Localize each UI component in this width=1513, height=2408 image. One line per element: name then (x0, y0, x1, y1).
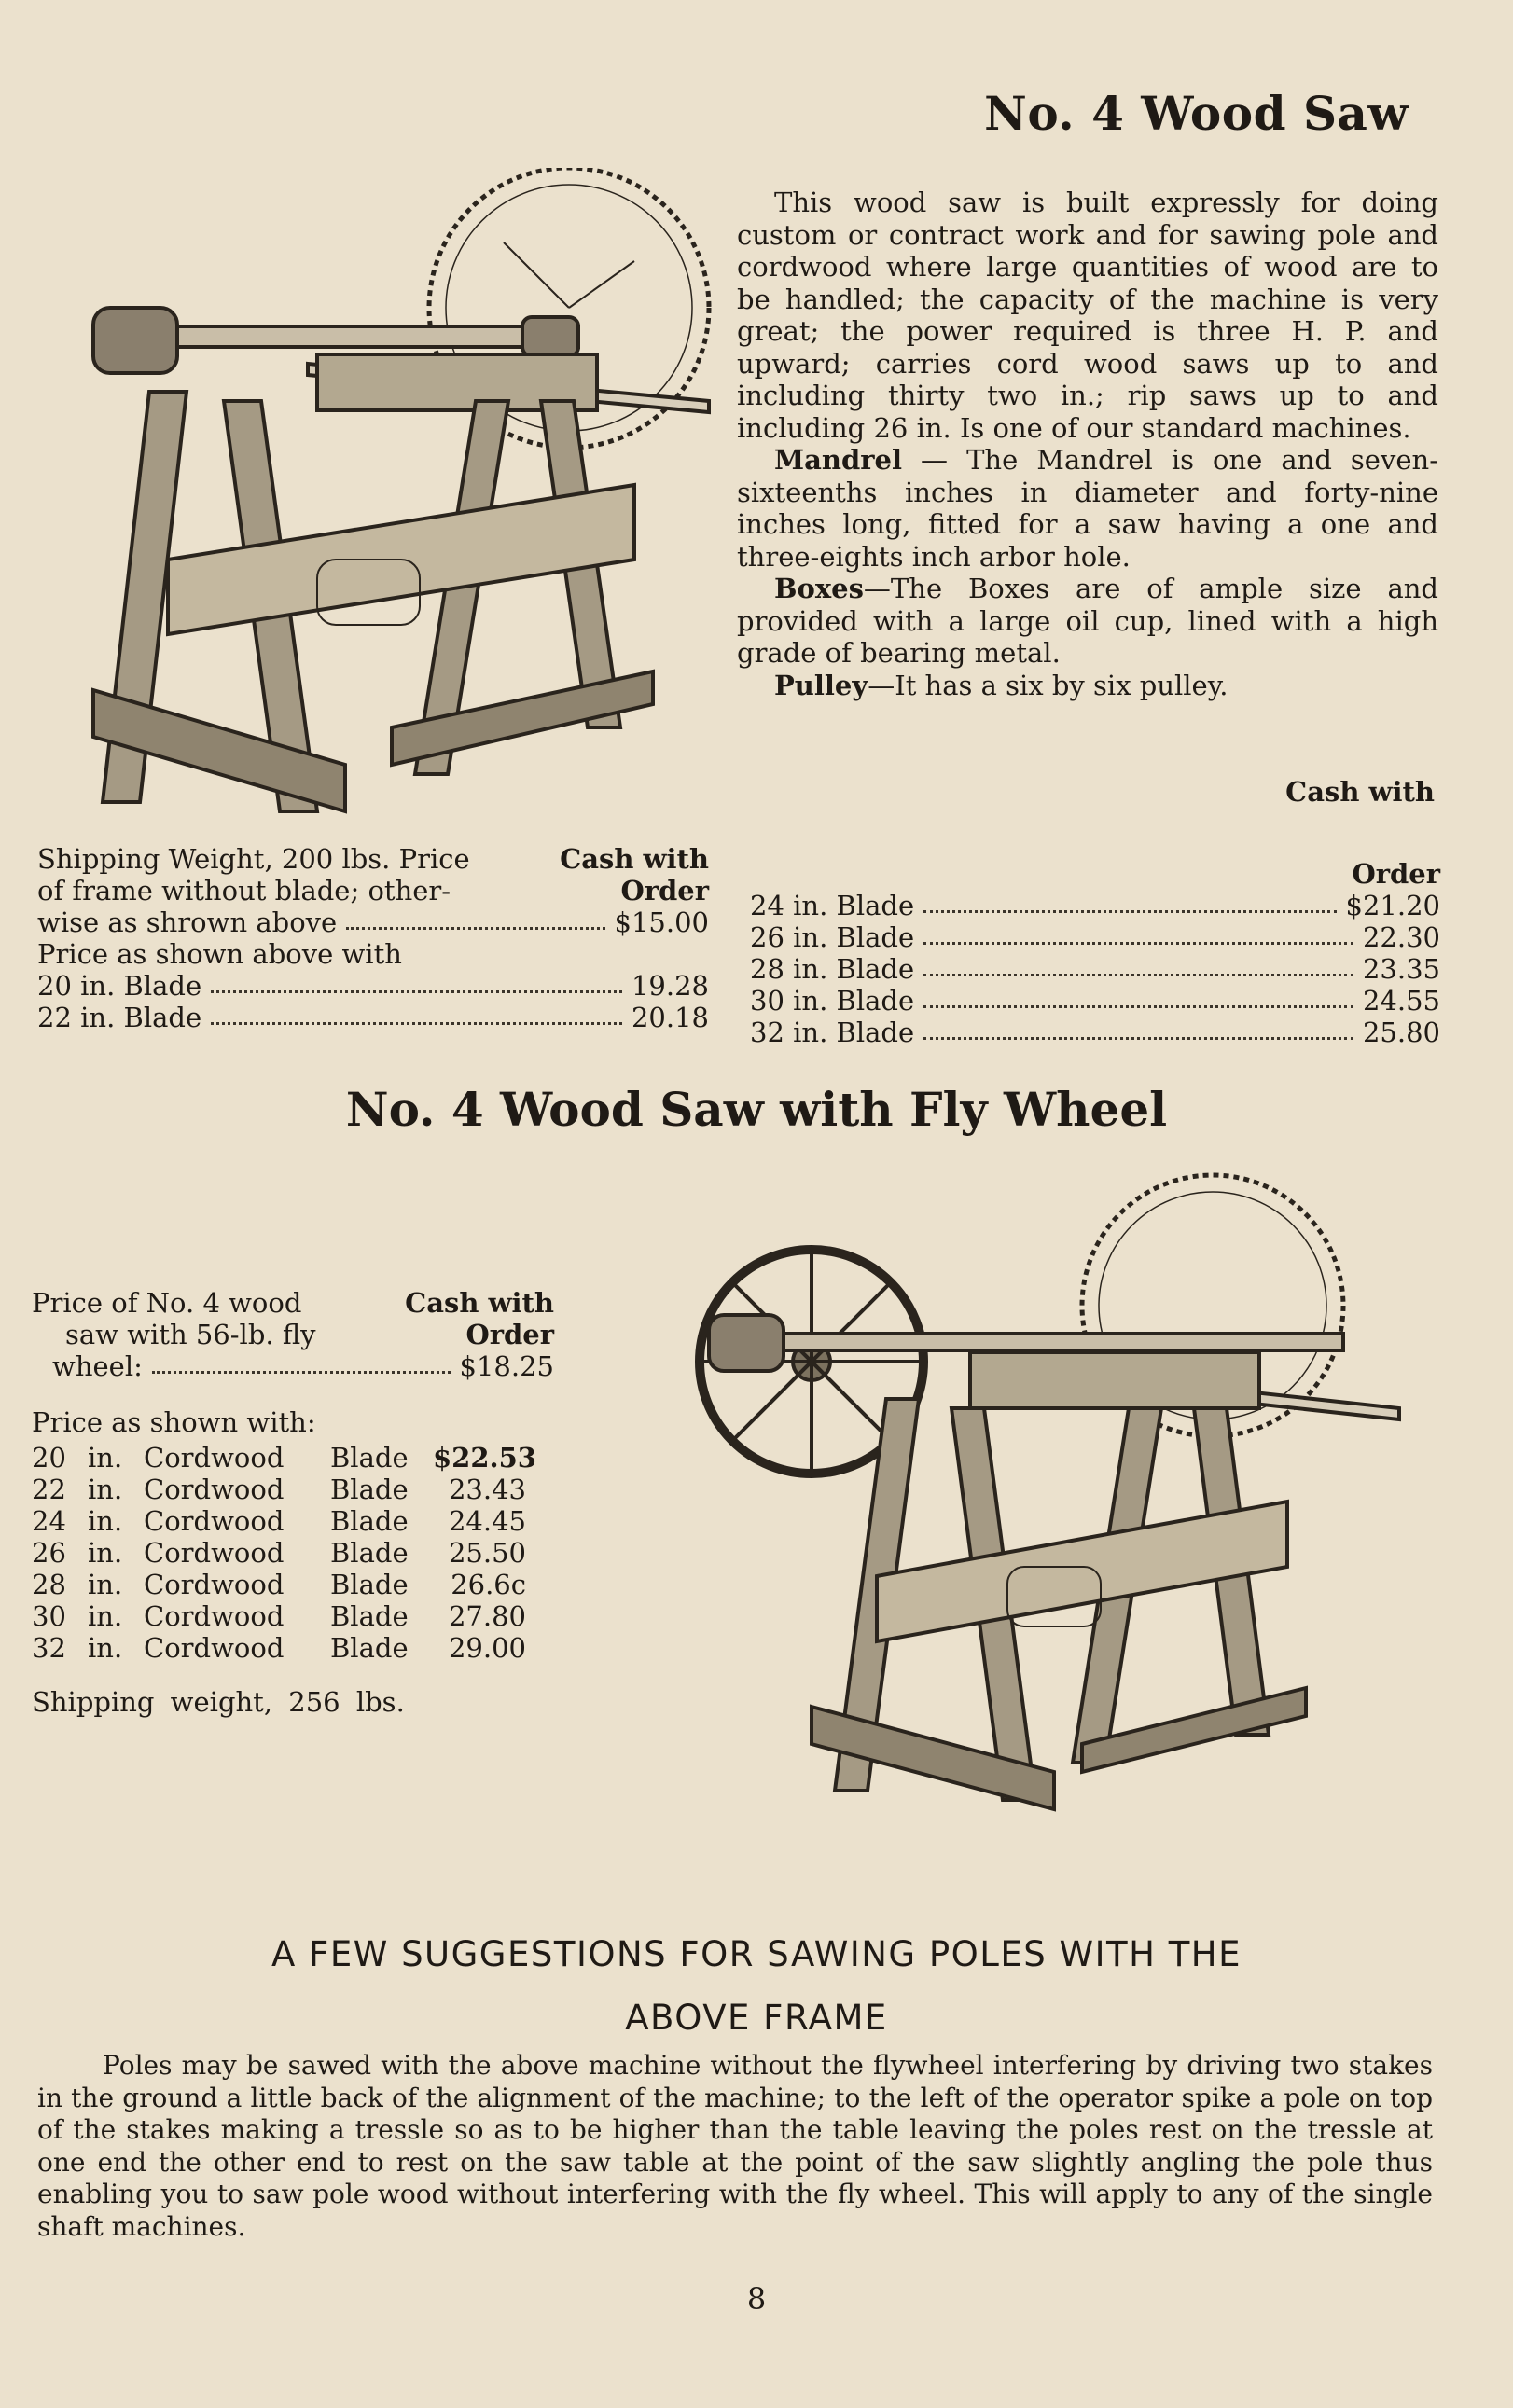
blade-price: 23.43 (448, 1474, 526, 1505)
dot-leader (923, 890, 1336, 913)
order-header-right: Order (1352, 858, 1440, 890)
price-header-row (750, 858, 1440, 890)
blade-label: 20 in. Blade (37, 970, 202, 1002)
blade-unit: in. (88, 1569, 123, 1600)
blade-word: Blade (330, 1600, 409, 1632)
price-header-row (37, 875, 709, 906)
blade-price: 24.45 (448, 1505, 526, 1537)
cordwood-blade-row (32, 1537, 554, 1569)
blade-price: 26.6c (451, 1569, 526, 1600)
description-paragraph: This wood saw is built expressly for doing custom or contract work and for sawing pole and cordwood where large quantities of wood are to be handled; the capacity of the machine is very great; the power required is three H. P. and upward; carries cord wood saws up to and including thirty two in.; rip saws up to and including 26 in. Is one of our standard machines. (737, 187, 1438, 444)
cordwood-blade-row (32, 1600, 554, 1632)
fly-price-line2: saw with 56-lb. fly (65, 1319, 316, 1350)
fly-shipping-weight: Shipping weight, 256 lbs. (32, 1686, 405, 1718)
blade-type: Cordwood (144, 1569, 285, 1600)
blade-word: Blade (330, 1632, 409, 1664)
cash-with-header: Cash with (560, 843, 709, 875)
fly-price: $18.25 (459, 1350, 554, 1382)
fly-as-shown: Price as shown with: (32, 1406, 316, 1438)
page-number: 8 (746, 2281, 767, 2317)
blade-price-row (750, 890, 1440, 921)
suggestions-heading-line1: A FEW SUGGESTIONS FOR SAWING POLES WITH THE (271, 1934, 1242, 1974)
blade-label: 24 in. Blade (750, 890, 915, 921)
blade-price: 20.18 (631, 1002, 709, 1033)
blade-unit: in. (88, 1505, 123, 1537)
blade-price-row (37, 970, 709, 1002)
cordwood-rows (32, 1442, 554, 1664)
fly-price-line1: Price of No. 4 wood (32, 1287, 302, 1319)
blade-size: 26 (32, 1537, 66, 1569)
blade-label: 26 in. Blade (750, 921, 915, 953)
cordwood-blade-row (32, 1474, 554, 1505)
blade-unit: in. (88, 1442, 123, 1474)
wood-saw-price-list-left (37, 843, 709, 1033)
blade-size: 24 (32, 1505, 66, 1537)
fly-wheel-saw-illustration (690, 1166, 1437, 1819)
dot-leader (346, 906, 604, 930)
blade-word: Blade (330, 1537, 409, 1569)
dot-leader (923, 953, 1353, 976)
boxes-text: —The Boxes are of ample size and provided with a large oil cup, lined with a high grade of bearing metal. (737, 573, 1438, 669)
boxes-paragraph (737, 573, 1438, 670)
shipping-weight-text: Shipping Weight, 200 lbs. Price (37, 843, 470, 875)
price-row (32, 1350, 554, 1382)
left-blade-list (37, 970, 709, 1033)
as-shown-text: Price as shown above with (37, 938, 402, 970)
mandrel-paragraph (737, 444, 1438, 573)
mandrel-label: Mandrel (774, 444, 902, 476)
fly-wheel-price-list (32, 1287, 554, 1718)
order-header: Order (620, 875, 709, 906)
cash-with-header-right: Cash with (1285, 776, 1435, 808)
blade-unit: in. (88, 1474, 123, 1505)
blade-price-row (750, 985, 1440, 1017)
frame-price: $15.00 (614, 906, 709, 938)
frame-text-line2: wise as shrown above (37, 906, 338, 938)
blade-unit: in. (88, 1600, 123, 1632)
dot-leader (923, 985, 1353, 1008)
blade-label: 30 in. Blade (750, 985, 915, 1017)
blade-price: 25.50 (448, 1537, 526, 1569)
price-header-row (37, 843, 709, 875)
fly-order: Order (465, 1319, 554, 1350)
blade-word: Blade (330, 1474, 409, 1505)
fly-price-line3: wheel: (52, 1350, 143, 1382)
boxes-label: Boxes (774, 573, 864, 604)
mandrel-text: — The Mandrel is one and seven-sixteenths inches in diameter and forty-nine inches long, fitted for a saw having a one and three-eights inch arbor hole. (737, 444, 1438, 573)
blade-size: 28 (32, 1569, 66, 1600)
price-row (32, 1287, 554, 1319)
fly-wheel-title: No. 4 Wood Saw with Fly Wheel (345, 1082, 1168, 1137)
cordwood-blade-row (32, 1569, 554, 1600)
cordwood-blade-table (32, 1406, 554, 1664)
cordwood-blade-row (32, 1442, 554, 1474)
blade-price: 24.55 (1362, 985, 1440, 1017)
price-row (32, 1319, 554, 1350)
cordwood-blade-row (32, 1632, 554, 1664)
blade-price-row (750, 921, 1440, 953)
blade-word: Blade (330, 1442, 409, 1474)
blade-price: $21.20 (1345, 890, 1440, 921)
right-blade-list (750, 890, 1440, 1048)
wood-saw-price-list-right (750, 858, 1440, 1048)
pulley-paragraph (737, 670, 1438, 702)
blade-price-row (750, 953, 1440, 985)
blade-label: 28 in. Blade (750, 953, 915, 985)
dot-leader (211, 970, 622, 993)
blade-type: Cordwood (144, 1505, 285, 1537)
blade-size: 22 (32, 1474, 66, 1505)
blade-size: 20 (32, 1442, 66, 1474)
blade-size: 30 (32, 1600, 66, 1632)
blade-price: 25.80 (1362, 1017, 1440, 1048)
blade-word: Blade (330, 1505, 409, 1537)
pulley-label: Pulley (774, 669, 868, 701)
blade-type: Cordwood (144, 1600, 285, 1632)
blade-type: Cordwood (144, 1474, 285, 1505)
suggestions-body (37, 2050, 1433, 2243)
fly-cash-with: Cash with (405, 1287, 554, 1319)
dot-leader (152, 1350, 451, 1374)
blade-price: 19.28 (631, 970, 709, 1002)
blade-price: 22.30 (1362, 921, 1440, 953)
pulley-text: —It has a six by six pulley. (868, 669, 1228, 701)
blade-price: 27.80 (448, 1600, 526, 1632)
blade-price: $22.53 (433, 1442, 536, 1474)
product-description (737, 187, 1438, 701)
dot-leader (923, 921, 1353, 945)
blade-price: 23.35 (1362, 953, 1440, 985)
page-title: No. 4 Wood Saw (984, 86, 1409, 141)
blade-unit: in. (88, 1632, 123, 1664)
blade-word: Blade (330, 1569, 409, 1600)
blade-size: 32 (32, 1632, 66, 1664)
price-row (37, 938, 709, 970)
suggestions-paragraph: Poles may be sawed with the above machine without the flywheel interfering by driving two stakes in the ground a little back of the alignment of the machine; to the left of the operator spike a pole on top of the stakes making a tressle so as to be higher than the table leaving the poles rest on the tressle at one end the other end to rest on the saw table at the point of the saw slightly angling the pole thus enabling you to saw pole wood without interfering with the fly wheel. This will apply to any of the single shaft machines. (37, 2050, 1433, 2242)
blade-price: 29.00 (448, 1632, 526, 1664)
blade-label: 32 in. Blade (750, 1017, 915, 1048)
dot-leader (211, 1002, 622, 1025)
blade-type: Cordwood (144, 1632, 285, 1664)
dot-leader (923, 1017, 1353, 1040)
blade-type: Cordwood (144, 1442, 285, 1474)
blade-price-row (37, 1002, 709, 1033)
suggestions-heading (0, 1923, 1513, 2050)
price-row (37, 906, 709, 938)
blade-label: 22 in. Blade (37, 1002, 202, 1033)
blade-type: Cordwood (144, 1537, 285, 1569)
blade-unit: in. (88, 1537, 123, 1569)
frame-text-line1: of frame without blade; other- (37, 875, 451, 906)
cordwood-blade-row (32, 1505, 554, 1537)
blade-price-row (750, 1017, 1440, 1048)
wood-saw-illustration (37, 168, 746, 839)
suggestions-heading-line2: ABOVE FRAME (625, 1998, 888, 2038)
